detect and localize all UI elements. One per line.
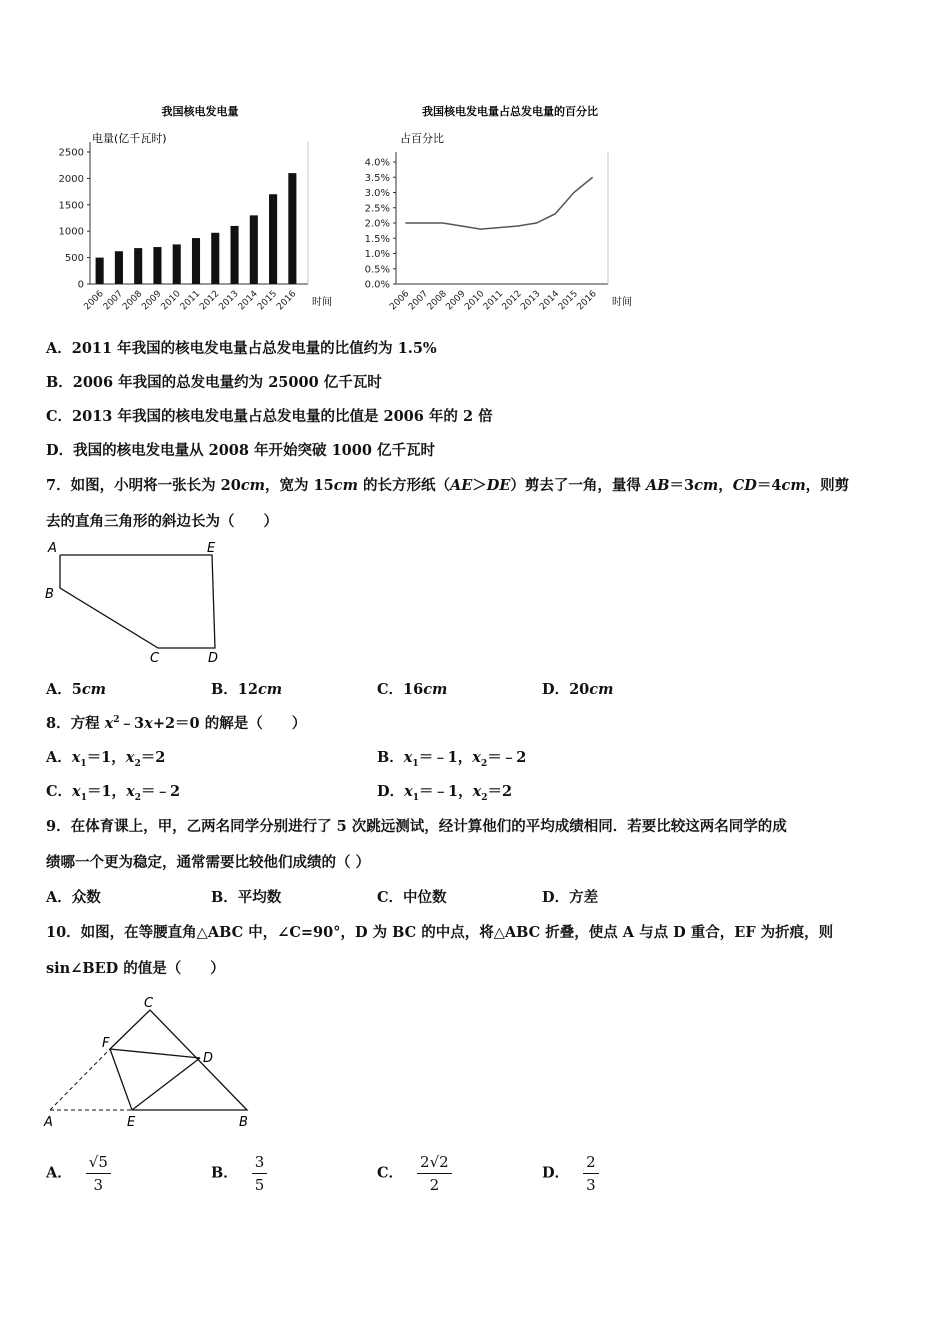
segment-fd — [110, 1049, 200, 1058]
denominator: 2 — [429, 1176, 440, 1194]
y-tick-label: 2.5% — [364, 203, 390, 215]
q7-option-b — [211, 678, 282, 699]
text: 的长方形纸（ — [357, 477, 450, 494]
q10-option-b — [211, 1153, 267, 1194]
subscript: 2 — [480, 758, 488, 769]
x-tick-label: 2015 — [556, 289, 581, 313]
subscript: 1 — [80, 758, 87, 769]
bar — [288, 173, 296, 284]
x-tick-label: 2011 — [178, 289, 203, 313]
text: D． — [377, 783, 405, 800]
x-tick-label: 2012 — [198, 289, 222, 313]
text: ＝2 — [140, 749, 166, 766]
x-axis-label: 时间 — [312, 297, 332, 308]
var: x — [472, 749, 481, 766]
var: CD — [732, 477, 757, 494]
bar — [230, 226, 238, 284]
x-tick-label: 2016 — [575, 289, 599, 313]
text: B． — [377, 749, 404, 766]
denominator: 5 — [254, 1176, 265, 1194]
q6-option-a: A．2011 年我国的核电发电量占总发电量的比值约为 1.5% — [46, 340, 437, 357]
text: ， — [718, 477, 733, 494]
text: ﹣3 — [119, 715, 145, 732]
x-tick-label: 2014 — [538, 289, 562, 313]
unit: cm — [81, 681, 107, 698]
q9-option-c: C．中位数 — [377, 889, 447, 906]
q8-option-a — [46, 746, 165, 769]
x-tick-label: 2014 — [236, 289, 260, 313]
unit: cm — [423, 681, 448, 698]
q7-option-a — [46, 678, 106, 699]
bar — [153, 247, 161, 284]
x-tick-label: 2007 — [101, 289, 126, 313]
series-line — [405, 177, 592, 229]
label-c: C — [150, 651, 160, 666]
text: C． — [46, 783, 73, 800]
bar — [96, 258, 104, 284]
text: 8．方程 — [46, 715, 105, 732]
x-tick-label: 2013 — [519, 289, 543, 313]
y-tick-label: 2000 — [58, 173, 84, 185]
text: ＝﹣1， — [419, 783, 473, 800]
label-b: B — [239, 1115, 248, 1130]
q6-option-b: B．2006 年我国的总发电量约为 25000 亿千瓦时 — [46, 374, 382, 391]
x-tick-label: 2010 — [159, 289, 183, 313]
y-tick-label: 1.5% — [364, 233, 390, 245]
triangle-fcb — [110, 1010, 247, 1110]
var: x — [71, 749, 81, 766]
text: ＞ — [472, 477, 487, 494]
paper-outline — [60, 555, 215, 648]
var: x — [403, 749, 413, 766]
bar — [211, 233, 219, 284]
fraction — [583, 1153, 599, 1194]
text: C． — [377, 1164, 404, 1182]
text: D． — [542, 1164, 570, 1182]
q9-option-a: A．众数 — [46, 889, 101, 906]
segment-ed — [132, 1058, 200, 1110]
y-tick-label: 0.5% — [364, 264, 390, 276]
fraction — [417, 1153, 452, 1194]
x-tick-label: 2012 — [500, 289, 524, 313]
y-axis-label: 电量(亿千瓦时) — [92, 132, 167, 145]
y-tick-label: 2.0% — [364, 218, 390, 230]
var: x — [472, 783, 482, 800]
label-d: D — [203, 1051, 214, 1066]
text: B． — [211, 1164, 238, 1182]
numerator: √5 — [86, 1153, 111, 1174]
q10-option-a — [46, 1153, 111, 1194]
x-tick-label: 2006 — [82, 289, 106, 313]
x-tick-label: 2008 — [425, 289, 449, 313]
chart-nuclear-output — [40, 100, 340, 320]
fraction — [252, 1153, 268, 1194]
q7-option-c — [377, 678, 447, 699]
bar — [115, 251, 123, 284]
bar — [192, 238, 200, 284]
subscript: 2 — [134, 758, 141, 769]
label-b: B — [45, 587, 54, 602]
label-f: F — [102, 1036, 110, 1051]
text: A． — [46, 1164, 72, 1182]
x-tick-label: 2007 — [406, 289, 431, 313]
text: B．12 — [211, 681, 258, 698]
var: x — [125, 749, 135, 766]
line-chart-svg — [352, 100, 642, 320]
subscript: 1 — [80, 792, 87, 803]
q10-figure — [40, 992, 255, 1132]
y-tick-label: 1000 — [58, 226, 84, 238]
q8-option-b — [377, 746, 526, 769]
subscript: 2 — [134, 792, 141, 803]
chart-nuclear-share — [352, 100, 642, 320]
q10-stem-line1: 10．如图，在等腰直角△ABC 中，∠C=90°，D 为 BC 的中点，将△ABC 折叠，使点 A 与点 D 重合，EF 为折痕，则 — [46, 924, 834, 941]
chart-title: 我国核电发电量 — [161, 105, 239, 118]
x-axis-label: 时间 — [612, 297, 632, 308]
label-a: A — [48, 541, 57, 556]
subscript: 2 — [481, 792, 488, 803]
text: 4 — [771, 477, 782, 494]
q7-stem-line1 — [46, 474, 849, 495]
text: 3 — [684, 477, 695, 494]
bar — [173, 244, 181, 284]
label-c: C — [144, 996, 154, 1011]
numerator: 3 — [252, 1153, 268, 1174]
y-tick-label: 1500 — [58, 200, 84, 212]
text: ，则剪 — [805, 477, 850, 494]
q8-option-d — [377, 780, 512, 803]
text: ＝﹣1， — [418, 749, 473, 766]
y-tick-label: 500 — [64, 253, 84, 265]
text: ＝2 — [487, 783, 513, 800]
text: ＝1， — [86, 783, 127, 800]
var: DE — [486, 477, 511, 494]
label-a: A — [44, 1115, 53, 1130]
var: AB — [645, 477, 670, 494]
x-tick-label: 2010 — [463, 289, 487, 313]
q10-option-c — [377, 1153, 452, 1194]
q9-option-b: B．平均数 — [211, 889, 282, 906]
text: ＝ — [669, 477, 684, 494]
text: ）剪去了一角，量得 — [510, 477, 646, 494]
y-tick-label: 3.0% — [364, 188, 390, 199]
text: +2＝0 的解是（ ） — [152, 715, 307, 732]
q7-figure-svg — [40, 538, 240, 670]
text: 7．如图，小明将一张长为 20 — [46, 477, 241, 494]
var: AE — [449, 477, 473, 494]
q10-stem-line2: sin∠BED 的值是（ ） — [46, 960, 225, 977]
x-tick-label: 2006 — [388, 289, 412, 313]
y-tick-label: 1.0% — [364, 249, 390, 260]
numerator: 2√2 — [417, 1153, 452, 1174]
q7-stem-line2: 去的直角三角形的斜边长为（ ） — [46, 513, 278, 530]
label-e: E — [127, 1115, 136, 1130]
var: x — [104, 715, 114, 732]
text: A． — [46, 749, 72, 766]
q7-figure — [40, 538, 240, 670]
text: ＝﹣2 — [487, 749, 527, 766]
q8-stem — [46, 712, 306, 733]
q10-figure-svg — [40, 992, 255, 1132]
text: ＝ — [756, 477, 772, 494]
y-tick-label: 2500 — [58, 147, 84, 159]
y-axis-label: 占百分比 — [400, 132, 444, 145]
var: x — [144, 715, 153, 732]
subscript: 1 — [412, 792, 419, 803]
exponent: 2 — [113, 715, 120, 726]
chart-title: 我国核电发电量占总发电量的百分比 — [422, 105, 598, 118]
q10-option-d — [542, 1153, 599, 1194]
unit: cm — [257, 681, 283, 698]
y-tick-label: 0.0% — [364, 279, 390, 291]
unit: cm — [589, 681, 614, 698]
text: D．20 — [542, 681, 590, 698]
y-tick-label: 3.5% — [364, 172, 390, 184]
q9-stem-line2: 绩哪一个更为稳定，通常需要比较他们成绩的（ ） — [46, 854, 371, 871]
label-d: D — [208, 651, 219, 666]
y-tick-label: 0 — [77, 279, 84, 291]
q6-option-d: D．我国的核电发电量从 2008 年开始突破 1000 亿千瓦时 — [46, 442, 435, 459]
x-tick-label: 2009 — [140, 289, 164, 313]
q6-option-c: C．2013 年我国的核电发电量占总发电量的比值是 2006 年的 2 倍 — [46, 408, 493, 425]
y-tick-label: 4.0% — [364, 157, 390, 169]
q8-option-c — [46, 780, 180, 803]
text: C．16 — [377, 681, 424, 698]
bar-chart-svg — [40, 100, 340, 320]
text: ＝﹣2 — [140, 783, 181, 800]
text: ＝1， — [86, 749, 126, 766]
x-tick-label: 2016 — [275, 289, 299, 313]
x-tick-label: 2011 — [481, 289, 506, 313]
x-tick-label: 2008 — [121, 289, 145, 313]
bar — [269, 194, 277, 284]
x-tick-label: 2009 — [444, 289, 468, 313]
unit: cm — [781, 477, 806, 494]
q7-option-d — [542, 678, 613, 699]
denominator: 3 — [93, 1176, 104, 1194]
text: A．5 — [46, 681, 82, 698]
bar — [250, 215, 258, 284]
fraction — [86, 1153, 111, 1194]
unit: cm — [240, 477, 265, 494]
x-tick-label: 2015 — [255, 289, 280, 313]
dashed-af — [50, 1049, 110, 1110]
unit: cm — [333, 477, 358, 494]
var: x — [404, 783, 413, 800]
text: ，宽为 15 — [265, 477, 334, 494]
denominator: 3 — [586, 1176, 596, 1194]
var: x — [126, 783, 135, 800]
unit: cm — [694, 477, 719, 494]
var: x — [72, 783, 81, 800]
label-e: E — [207, 541, 216, 556]
subscript: 1 — [412, 758, 419, 769]
bar — [134, 248, 142, 284]
numerator: 2 — [583, 1153, 599, 1174]
q9-stem-line1: 9．在体育课上，甲，乙两名同学分别进行了 5 次跳远测试，经计算他们的平均成绩相同．若要比较这两名同学的成 — [46, 818, 787, 835]
x-tick-label: 2013 — [217, 289, 241, 313]
q9-option-d: D．方差 — [542, 889, 599, 906]
